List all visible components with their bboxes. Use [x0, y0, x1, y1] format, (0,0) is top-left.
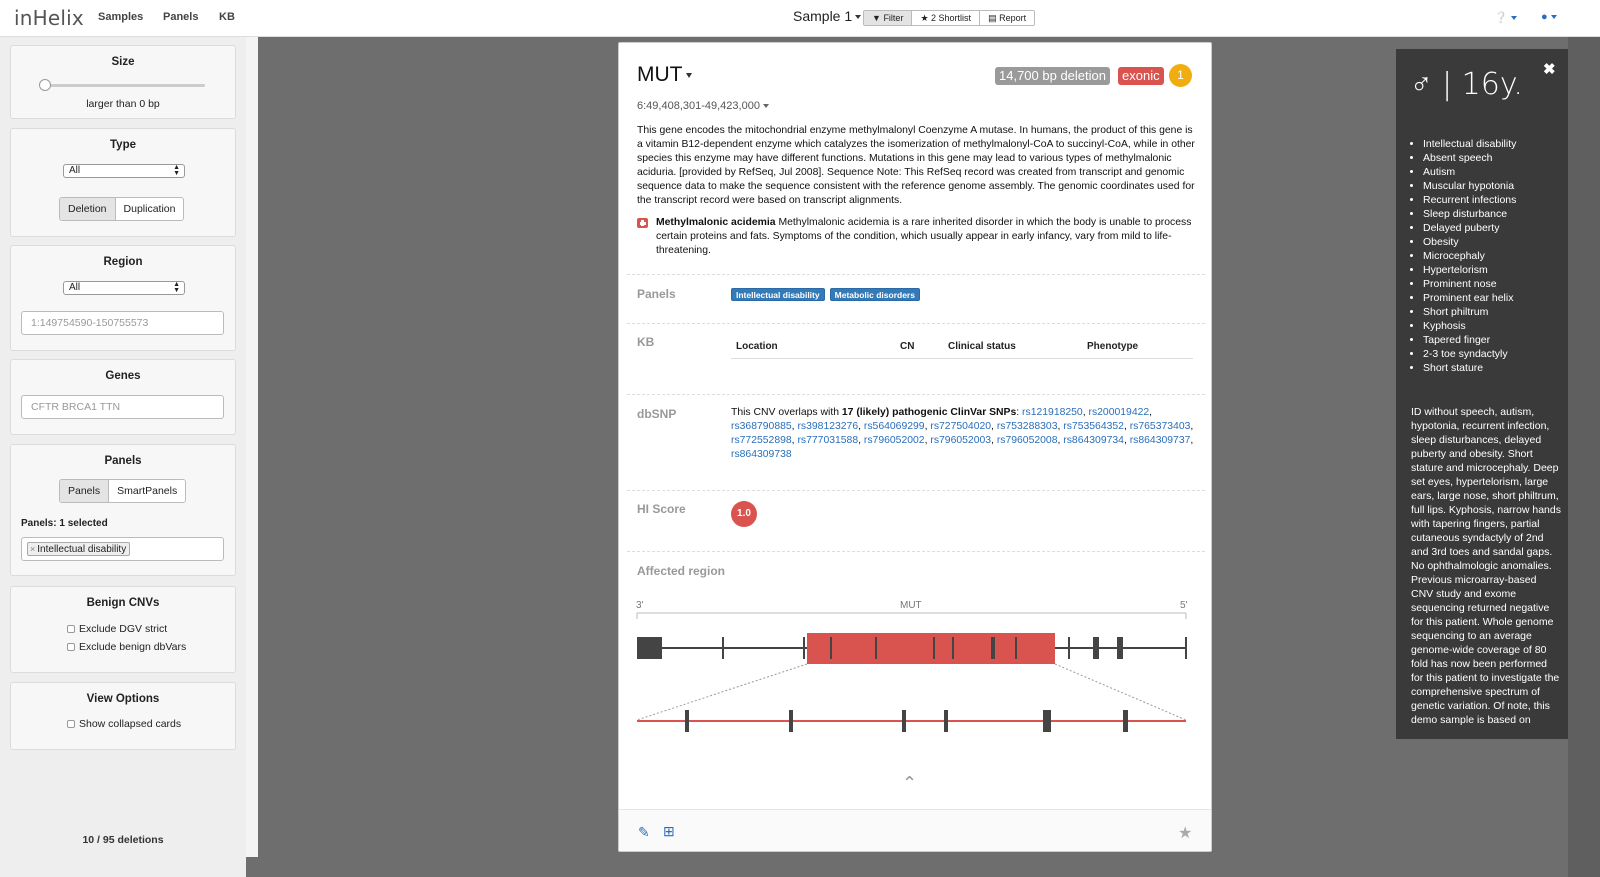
region-filter-panel [10, 245, 236, 351]
zoomed-exon [789, 710, 793, 732]
report-button[interactable]: ▤ Report [980, 11, 1034, 25]
show-collapsed-checkbox[interactable]: Show collapsed cards [67, 718, 181, 730]
user-icon[interactable]: ● [1541, 11, 1557, 23]
patient-notes: ID without speech, autism, hypotonia, recurrent infection, sleep disturbances, delayed puberty and obesity. Short stature and microcephaly. Deep set eyes, hypertelorism, large ears, large nose, short philtrum, full lips. Kyphosis, narrow hands with tapering fingers, partial cutaneous syndactyly of 2nd and 3rd toes and sandal gaps. No ophthalmologic anomalies. Previous microarray-based CNV study and exome sequencing returned negative for this patient. Whole genome sequencing to an average genome-wide coverage of 80 fold has now been performed for this patient to investigate the comprehensive spectrum of genetic variation. Of note, this demo sample is based on [1411, 406, 1561, 726]
divider [627, 490, 1205, 491]
snp-link[interactable]: rs777031588 [797, 435, 859, 446]
snp-link[interactable]: rs765373403 [1129, 421, 1191, 432]
select-arrows-icon: ▲ ▼ [173, 281, 180, 294]
phenotype-item: • Muscular hypotonia [1423, 179, 1516, 193]
size-slider-handle[interactable] [39, 79, 51, 91]
size-slider-track[interactable] [45, 84, 205, 87]
benign-cnvs-panel [10, 586, 236, 673]
gene-map-label: MUT [900, 600, 922, 611]
three-prime-label: 3' [636, 600, 644, 611]
exon [722, 637, 724, 659]
kb-section-label: KB [637, 335, 655, 349]
panel-tag[interactable]: Metabolic disorders [830, 288, 920, 301]
brand-logo[interactable]: inHelix [14, 6, 84, 30]
gene-description: This gene encodes the mitochondrial enzyme methylmalonyl Coenzyme A mutase. In humans, the product of this gene is a vitamin B12-dependent enzyme which catalyzes the isomerization of methylmalonyl-CoA to succinyl-CoA, while in other species this enzyme may have different functions. Mutations in this gene may lead to various types of methylmalonic aciduria. [provided by RefSeq, Jul 2008]. Sequence Note: This RefSeq record was created from transcript and genomic sequence data to make the sequence consistent with the reference genome assembly. The genomic coordinates used for the transcript record were based on transcript alignments. [637, 125, 1195, 206]
deletion-toggle[interactable]: Deletion [60, 198, 116, 220]
checkbox-icon[interactable] [67, 643, 75, 651]
phenotype-item: • Recurrent infections [1423, 193, 1516, 207]
zoomed-exon [685, 710, 689, 732]
phenotype-item: • Delayed puberty [1423, 221, 1516, 235]
phenotype-item: • Short stature [1423, 361, 1516, 375]
exon [803, 637, 805, 659]
chevron-up-icon[interactable]: ⌃ [902, 773, 918, 793]
coordinates[interactable]: 6:49,408,301-49,423,000 [637, 100, 769, 112]
exon [952, 637, 954, 659]
gene-structure-svg [633, 600, 1193, 740]
genes-filter-panel [10, 359, 236, 435]
snp-link[interactable]: rs796052002 [863, 435, 925, 446]
kb-col-phenotype: Phenotype [1087, 341, 1139, 352]
exon [637, 637, 662, 659]
size-value-label: larger than 0 bp [86, 98, 160, 110]
panels-selected-label: Panels: 1 selected [21, 518, 108, 529]
chevron-down-icon [855, 15, 861, 19]
edit-icon[interactable]: ✎ [638, 824, 650, 840]
zoom-line-right [1055, 664, 1186, 720]
disorder-text: Methylmalonic acidemia is a rare inherited disorder in which the body is unable to process certain proteins and fats. Symptoms of the condition, which usually appear in early infancy, vary from mild to life-threatening. [656, 217, 1192, 256]
snp-link[interactable]: rs753288303 [996, 421, 1058, 432]
exonic-badge: exonic [1118, 67, 1164, 85]
phenotype-item: • Prominent nose [1423, 277, 1516, 291]
help-icon[interactable]: ❔ [1494, 11, 1517, 24]
five-prime-label: 5' [1180, 600, 1188, 611]
region-select[interactable]: All ▲ ▼ [63, 281, 185, 295]
size-title: Size [111, 56, 135, 68]
zoomed-exon [944, 710, 948, 732]
page-scrollbar[interactable] [1568, 37, 1600, 877]
snp-link[interactable]: rs200019422 [1088, 407, 1150, 418]
gene-title[interactable]: MUT [637, 63, 692, 87]
checkbox-icon[interactable] [67, 720, 75, 728]
phenotype-item: • Microcephaly [1423, 249, 1516, 263]
disorder-name: Methylmalonic acidemia [656, 217, 776, 228]
phenotype-item: • Intellectual disability [1423, 137, 1516, 151]
filter-button[interactable]: ▼ Filter [864, 11, 912, 25]
phenotype-item: • Kyphosis [1423, 319, 1516, 333]
exclude-dgv-checkbox[interactable]: Exclude DGV strict [67, 623, 167, 635]
region-input[interactable]: 1:149754590-150755573 [21, 311, 224, 335]
nav-panels[interactable]: Panels [163, 11, 199, 23]
phenotype-item: • Tapered finger [1423, 333, 1516, 347]
size-filter-panel [10, 45, 236, 119]
panel-tag[interactable]: Intellectual disability [731, 288, 825, 301]
exon [933, 637, 935, 659]
genes-input[interactable]: CFTR BRCA1 TTN [21, 395, 224, 419]
patient-panel [1396, 49, 1568, 739]
kb-col-cn: CN [900, 341, 915, 352]
snp-link[interactable]: rs772552898 [731, 435, 792, 446]
patient-header: ♂ | 16y. [1410, 67, 1523, 102]
snp-link[interactable]: rs864309738 [731, 449, 792, 460]
zoomed-exon [1043, 710, 1051, 732]
hi-score-badge: 1.0 [731, 501, 757, 527]
snp-link[interactable]: rs121918250 [1022, 407, 1083, 418]
exon [830, 637, 832, 659]
card-footer [619, 809, 1211, 851]
count-badge: 1 [1169, 64, 1192, 87]
snp-link[interactable]: rs864309734 [1063, 435, 1124, 446]
nav-samples[interactable]: Samples [98, 11, 144, 23]
snp-link[interactable]: rs796052008 [996, 435, 1058, 446]
phenotype-item: • Autism [1423, 165, 1516, 179]
panels-section-label: Panels [637, 287, 676, 301]
snp-links: rs121918250, rs200019422, rs368790885, rs398123276, rs564069299, rs727504020, rs753288303, rs753564352, rs765373403, rs772552898, rs777031588, rs796052002, rs796052003, rs796052008, rs864309734, rs864309737, rs864309738 [731, 407, 1194, 460]
phenotype-item: • Obesity [1423, 235, 1516, 249]
exclude-dbvars-checkbox[interactable]: Exclude benign dbVars [67, 641, 186, 653]
cnv-card [618, 42, 1212, 852]
exon [1185, 637, 1187, 659]
top-navbar [0, 0, 1600, 37]
exon [1093, 637, 1099, 659]
phenotype-item: • Absent speech [1423, 151, 1516, 165]
exon [875, 637, 877, 659]
genes-title: Genes [105, 370, 141, 382]
close-icon[interactable]: × [30, 544, 36, 554]
type-filter-panel [10, 128, 236, 237]
panels-input[interactable] [21, 537, 224, 561]
shortlist-button[interactable]: ★ 2 Shortlist [912, 11, 980, 25]
snp-link[interactable]: rs368790885 [731, 421, 792, 432]
kb-col-location: Location [736, 341, 778, 352]
divider [627, 394, 1205, 395]
disorder-entry [637, 216, 1197, 258]
phenotype-item: • Prominent ear helix [1423, 291, 1516, 305]
filter-icon: ▼ [872, 13, 881, 23]
type-title: Type [110, 139, 136, 151]
type-select[interactable]: All ▲ ▼ [63, 164, 185, 178]
type-toggle [59, 197, 184, 221]
dbsnp-text: This CNV overlaps with 17 (likely) pathogenic ClinVar SNPs: rs121918250, rs200019422, rs368790885, rs398123276, rs564069299, rs727504020, rs753288303, rs753564352, rs765373403, rs772552898, rs777031588, rs796052002, rs796052003, rs796052008, rs864309734, rs864309737, rs864309738 [731, 407, 1194, 460]
dbsnp-section-label: dbSNP [637, 407, 677, 421]
sample-selector[interactable] [793, 8, 861, 24]
divider [627, 551, 1205, 552]
snp-link[interactable]: rs796052003 [930, 435, 992, 446]
panels-filter-panel [10, 444, 236, 576]
document-icon: ▤ [988, 13, 997, 23]
duplication-toggle[interactable]: Duplication [116, 198, 184, 220]
sample-title: Sample 1 [793, 8, 853, 24]
snp-link[interactable]: rs564069299 [863, 421, 925, 432]
hi-score-label: HI Score [637, 502, 686, 516]
panel-tags [731, 288, 922, 301]
checkbox-icon[interactable] [67, 625, 75, 633]
phenotype-item: • Hypertelorism [1423, 263, 1516, 277]
divider [627, 274, 1205, 275]
medical-kit-icon [637, 218, 648, 228]
snp-link[interactable]: rs864309737 [1129, 435, 1191, 446]
benign-title: Benign CNVs [86, 597, 160, 609]
exon [991, 637, 995, 659]
star-icon[interactable]: ★ [1178, 825, 1193, 842]
panels-title: Panels [104, 455, 142, 467]
exon [1117, 637, 1123, 659]
deletion-count: 10 / 95 deletions [82, 834, 164, 846]
affected-region-label: Affected region [637, 564, 726, 578]
phenotype-list [1423, 137, 1516, 375]
chevron-down-icon [763, 104, 769, 108]
snp-link[interactable]: rs727504020 [930, 421, 992, 432]
region-title: Region [103, 256, 143, 268]
exon [1068, 637, 1070, 659]
snp-link[interactable]: rs398123276 [797, 421, 859, 432]
phenotype-item: • Short philtrum [1423, 305, 1516, 319]
chevron-down-icon [686, 73, 692, 78]
exon [1015, 637, 1017, 659]
view-options-panel [10, 682, 236, 750]
phenotype-item: • Sleep disturbance [1423, 207, 1516, 221]
add-icon[interactable]: ⊞ [663, 823, 675, 839]
panels-toggle-panels[interactable]: Panels [60, 480, 109, 502]
kb-table-rule [731, 358, 1193, 359]
snp-link[interactable]: rs753564352 [1063, 421, 1124, 432]
kb-col-clinical-status: Clinical status [948, 341, 1016, 352]
panels-toggle-smartpanels[interactable]: SmartPanels [109, 480, 185, 502]
deletion-size-badge: 14,700 bp deletion [995, 67, 1110, 85]
zoomed-exon [1123, 710, 1128, 732]
star-icon: ★ [920, 13, 929, 23]
zoom-line-left [637, 664, 807, 720]
panels-toggle [59, 479, 186, 503]
phenotype-item: • 2-3 toe syndactyly [1423, 347, 1516, 361]
view-options-title: View Options [86, 693, 160, 705]
sidebar-scrollbar[interactable] [246, 37, 258, 857]
filter-sidebar [0, 37, 246, 877]
select-arrows-icon: ▲ ▼ [173, 164, 180, 177]
deleted-region [807, 633, 1055, 664]
view-toolbar [863, 10, 1035, 26]
panel-chip[interactable]: × Intellectual disability [27, 542, 130, 556]
zoomed-exon [902, 710, 906, 732]
close-icon[interactable]: ✖ [1543, 61, 1556, 78]
nav-kb[interactable]: KB [219, 11, 235, 23]
divider [627, 323, 1205, 324]
